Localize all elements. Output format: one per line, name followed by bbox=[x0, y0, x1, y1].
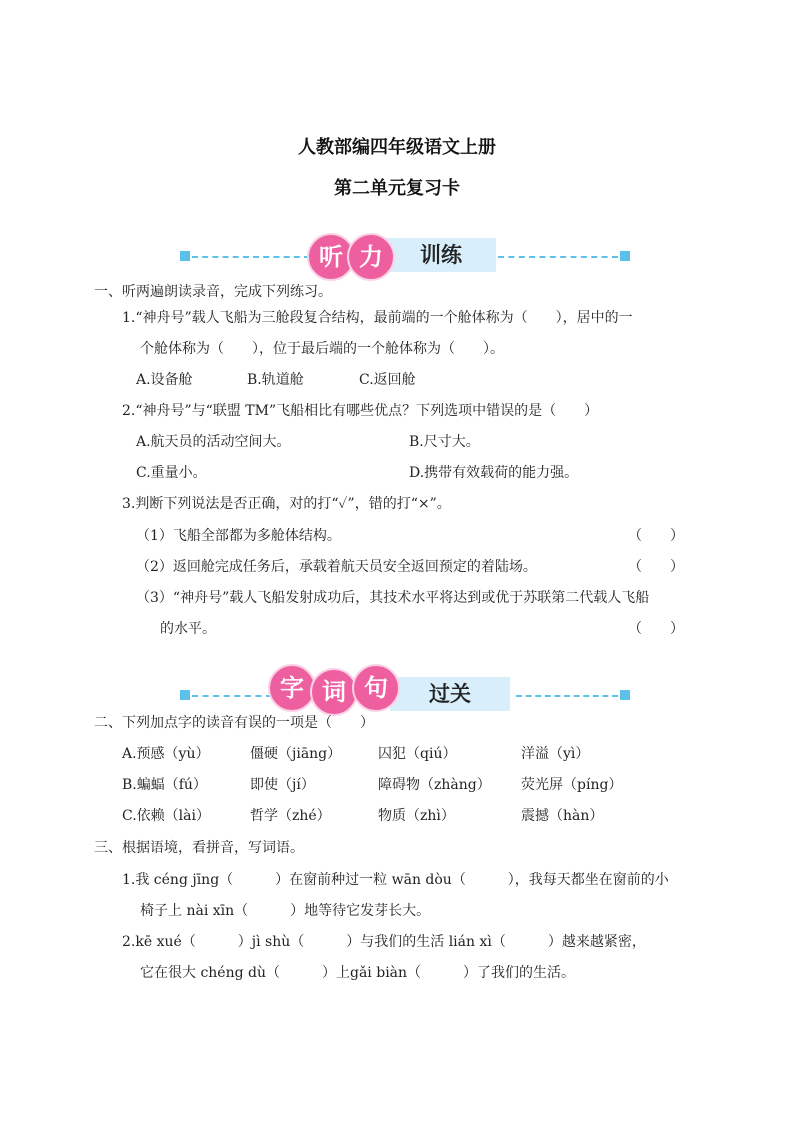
pinyin-option-row-c-item: 震撼（hàn） bbox=[521, 808, 604, 824]
page-subtitle: 第二单元复习卡 bbox=[334, 178, 460, 199]
section3-heading: 三、根据语境，看拼音，写词语。 bbox=[94, 840, 304, 856]
banner-circle-char: 字 bbox=[268, 664, 316, 712]
banner-right-square bbox=[620, 690, 630, 700]
q1-option: B.轨道舱 bbox=[247, 372, 304, 388]
q1-line1: 1.“神舟号”载人飞船为三舱段复合结构，最前端的一个舱体称为（ ），居中的一 bbox=[122, 310, 633, 326]
pinyin-option-row-a-item: A.预感（yù） bbox=[122, 746, 210, 762]
pinyin-option-row-a-item: 洋溢（yì） bbox=[521, 746, 590, 762]
banner-tag: 过关 bbox=[390, 677, 510, 711]
s3-q1-line1: 1.我 céng jīng（ ）在窗前种过一粒 wān dòu（ ），我每天都坐在窗前的小 bbox=[122, 872, 669, 888]
answer-paren: （ ） bbox=[628, 559, 684, 575]
banner-circle-char: 力 bbox=[347, 233, 395, 281]
answer-paren: （ ） bbox=[628, 528, 684, 544]
q2-option: A.航天员的活动空间大。 bbox=[136, 434, 291, 450]
q1-option: A.设备舱 bbox=[136, 372, 193, 388]
pinyin-option-row-b-item: 即使（jí） bbox=[250, 777, 315, 793]
q1-line2: 个舱体称为（ ），位于最后端的一个舱体称为（ ）。 bbox=[140, 341, 504, 357]
page-title: 人教部编四年级语文上册 bbox=[298, 137, 496, 158]
banner-tag: 训练 bbox=[380, 238, 496, 272]
listening-section-banner bbox=[180, 233, 630, 281]
banner-right-dashline bbox=[516, 695, 618, 697]
banner-right-square bbox=[620, 251, 630, 261]
q3-item: （3）“神舟号”载人飞船发射成功后，其技术水平将达到或优于苏联第二代载人飞船 bbox=[136, 590, 650, 606]
q1-option: C.返回舱 bbox=[359, 372, 416, 388]
section2-heading: 二、下列加点字的读音有误的一项是（ ） bbox=[94, 715, 374, 731]
banner-circle-char: 句 bbox=[352, 664, 400, 712]
pinyin-option-row-b-item: 障碍物（zhàng） bbox=[378, 777, 491, 793]
pinyin-option-row-b-item: B.蝙蝠（fú） bbox=[122, 777, 207, 793]
pinyin-option-row-c-item: 物质（zhì） bbox=[378, 808, 455, 824]
banner-left-dashline bbox=[192, 695, 272, 697]
answer-paren: （ ） bbox=[628, 621, 684, 637]
banner-circle-char: 词 bbox=[310, 668, 358, 716]
q3-item: 的水平。 bbox=[160, 621, 216, 637]
pinyin-option-row-c-item: 哲学（zhé） bbox=[250, 808, 331, 824]
q2-option: D.携带有效载荷的能力强。 bbox=[409, 465, 579, 481]
q3-item: （2）返回舱完成任务后，承载着航天员安全返回预定的着陆场。 bbox=[136, 559, 537, 575]
s3-q2-line1: 2.kē xué（ ）jì shù（ ）与我们的生活 lián xì（ ）越来越紧密， bbox=[122, 934, 646, 950]
s3-q2-line2: 它在很大 chéng dù（ ）上gǎi biàn（ ）了我们的生活。 bbox=[140, 965, 576, 981]
banner-left-square bbox=[180, 690, 190, 700]
q2-option: B.尺寸大。 bbox=[409, 434, 480, 450]
pinyin-option-row-b-item: 荧光屏（píng） bbox=[521, 777, 623, 793]
q2-option: C.重量小。 bbox=[136, 465, 207, 481]
q3-item: （1）飞船全部都为多舱体结构。 bbox=[136, 528, 341, 544]
banner-left-square bbox=[180, 251, 190, 261]
q2-line: 2.“神舟号”与“联盟 TM”飞船相比有哪些优点？下列选项中错误的是（ ） bbox=[122, 403, 599, 419]
pinyin-option-row-a-item: 囚犯（qiú） bbox=[378, 746, 457, 762]
s3-q1-line2: 椅子上 nài xīn（ ）地等待它发芽长大。 bbox=[140, 903, 431, 919]
pinyin-option-row-a-item: 僵硬（jiāng） bbox=[250, 746, 342, 762]
pinyin-option-row-c-item: C.依赖（lài） bbox=[122, 808, 210, 824]
banner-circle-char: 听 bbox=[307, 233, 355, 281]
q3-line: 3.判断下列说法是否正确，对的打“✓”，错的打“×”。 bbox=[122, 496, 451, 512]
banner-left-dashline bbox=[192, 256, 310, 258]
section1-heading: 一、听两遍朗读录音，完成下列练习。 bbox=[94, 284, 332, 300]
banner-right-dashline bbox=[498, 256, 618, 258]
